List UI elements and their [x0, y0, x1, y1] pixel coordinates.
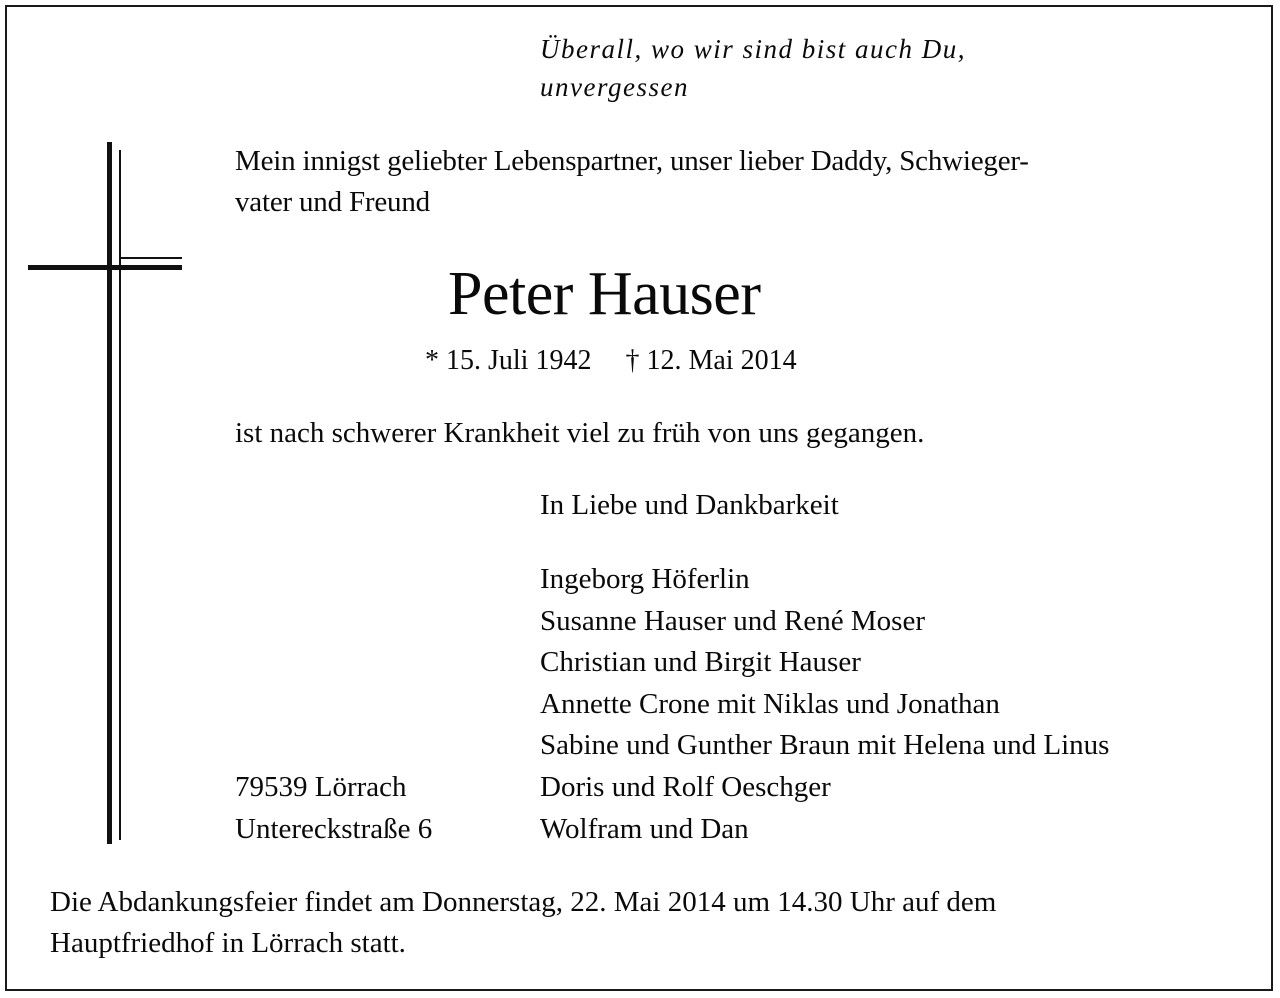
life-dates	[425, 341, 797, 381]
mourner-item: Wolfram und Dan	[540, 812, 749, 845]
intro-text	[235, 141, 1235, 223]
cross-vertical-bar	[107, 142, 112, 844]
mourners-list	[540, 559, 1109, 850]
deceased-name: Peter Hauser	[448, 260, 761, 328]
motto	[540, 30, 966, 106]
address-block	[235, 767, 432, 850]
passing-statement: ist nach schwerer Krankheit viel zu früh von uns gegangen.	[235, 417, 925, 449]
mourner-item: Sabine und Gunther Braun mit Helena und Linus	[540, 729, 1110, 762]
cross-gap	[113, 270, 119, 282]
intro-line-2: vater und Freund	[235, 186, 430, 218]
intro-line-1: Mein innigst geliebter Lebenspartner, unser lieber Daddy, Schwieger-	[235, 145, 1029, 177]
death-date: † 12. Mai 2014	[625, 345, 797, 376]
motto-line-2: unvergessen	[540, 72, 689, 102]
cross-horizontal-line	[119, 257, 182, 259]
ceremony-notice	[50, 882, 1250, 964]
mourner-item: Annette Crone mit Niklas und Jonathan	[540, 687, 1000, 720]
ceremony-line-2: Hauptfriedhof in Lörrach statt.	[50, 927, 406, 959]
mourner-item: Doris und Rolf Oeschger	[540, 770, 831, 803]
cross-vertical-line	[119, 150, 121, 840]
motto-line-1: Überall, wo wir sind bist auch Du,	[540, 34, 967, 64]
birth-date: * 15. Juli 1942	[425, 345, 592, 376]
address-street: Untereckstraße 6	[235, 812, 433, 845]
mourner-item: Christian und Birgit Hauser	[540, 646, 861, 679]
address-city: 79539 Lörrach	[235, 771, 407, 803]
closing-phrase: In Liebe und Dankbarkeit	[540, 489, 839, 521]
cross-horizontal-bar	[28, 265, 182, 270]
mourner-item: Susanne Hauser und René Moser	[540, 604, 925, 637]
mourner-item: Ingeborg Höferlin	[540, 563, 750, 595]
ceremony-line-1: Die Abdankungsfeier findet am Donnerstag, 22. Mai 2014 um 14.30 Uhr auf dem	[50, 886, 997, 918]
